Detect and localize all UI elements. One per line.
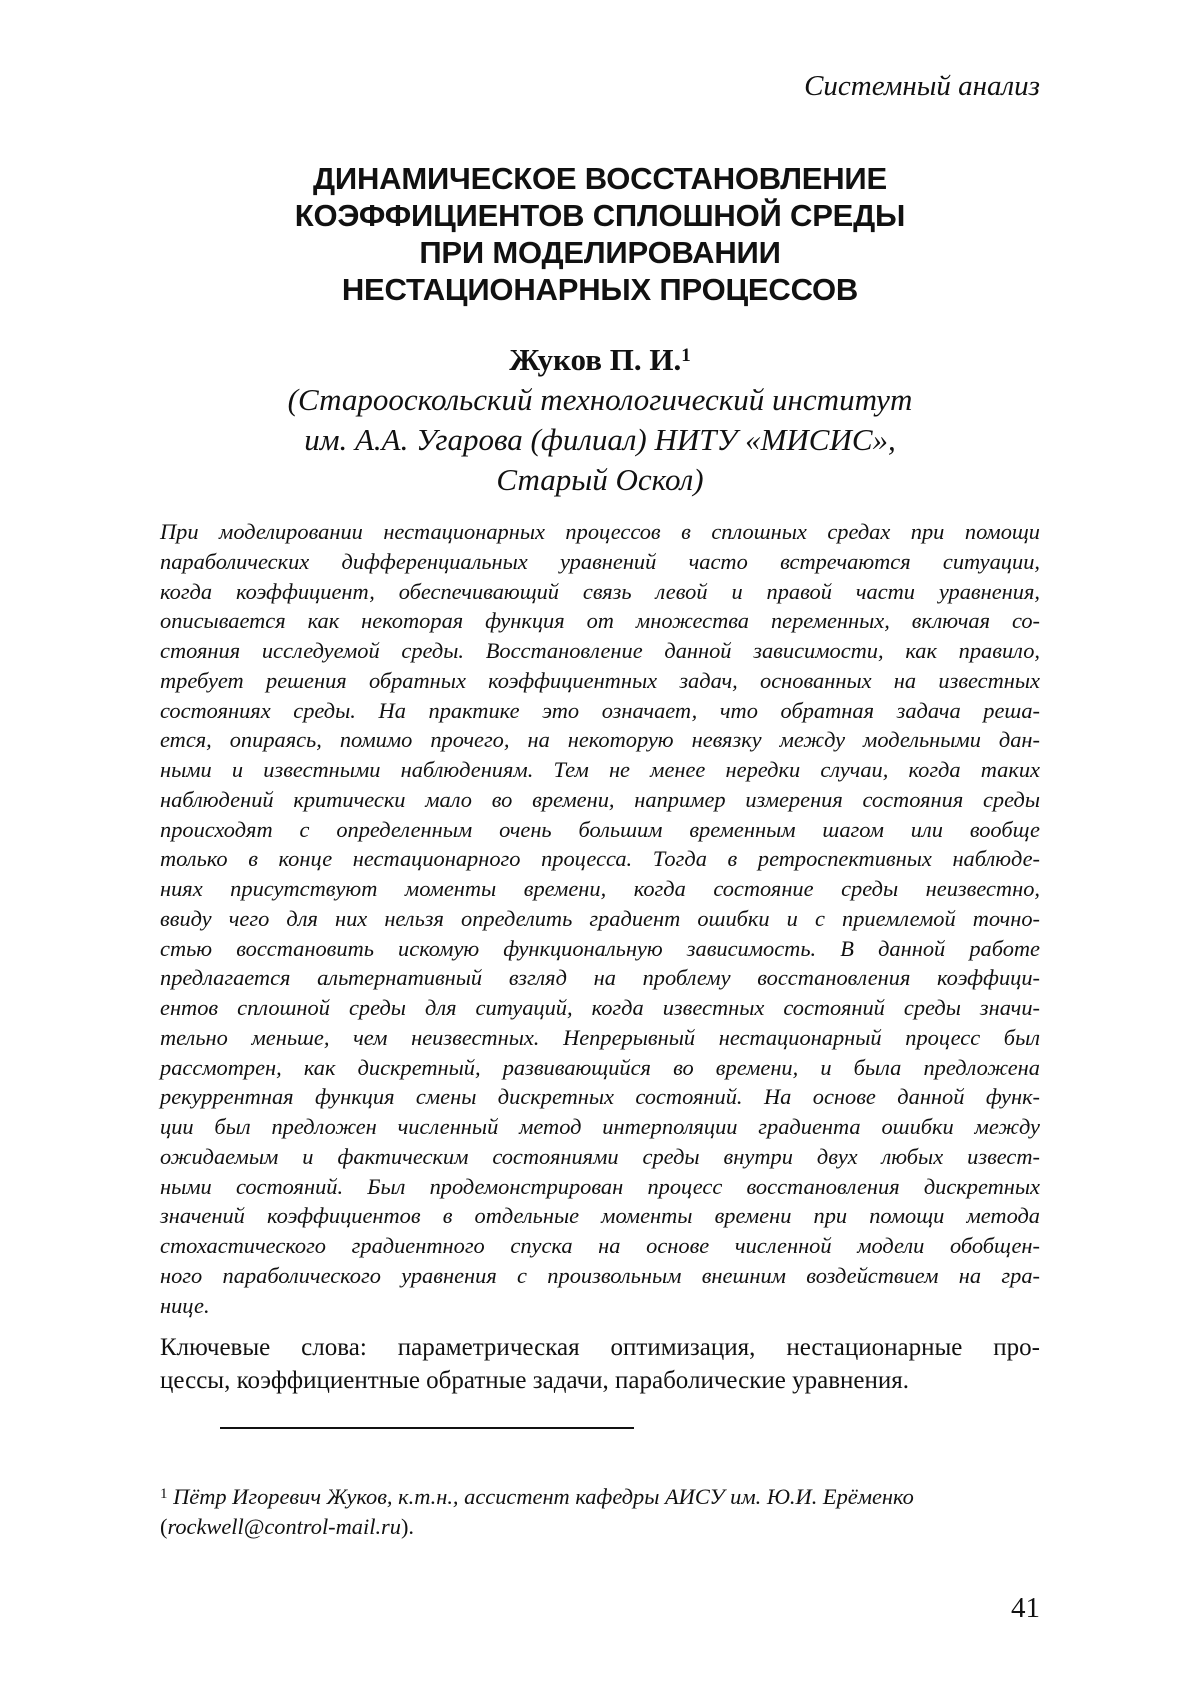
- abstract-line: тельно меньше, чем неизвестных. Непрерывный нестационарный процесс был: [160, 1024, 1040, 1050]
- abstract-line: рассмотрен, как дискретный, развивающийся во времени, и была предложена: [160, 1054, 1040, 1080]
- running-head: Системный анализ: [804, 70, 1040, 102]
- abstract-line: ниях присутствуют моменты времени, когда состояние среды неизвестно,: [160, 876, 1040, 901]
- article-title: [200, 160, 1000, 308]
- abstract-line: наблюдений критически мало во времени, например измерения состояния среды: [160, 786, 1040, 812]
- abstract-line: При моделировании нестационарных процессов в сплошных средах при помощи: [160, 519, 1040, 544]
- abstract-line: стохастического градиентного спуска на основе численной модели обобщен-: [160, 1233, 1040, 1258]
- affiliation: [200, 380, 1000, 500]
- title-line: ПРИ МОДЕЛИРОВАНИИ: [419, 235, 781, 270]
- footnote-author-info: Пётр Игоревич Жуков, к.т.н., ассистент кафедры АИСУ им. Ю.И. Ерёменко: [173, 1484, 914, 1509]
- affiliation-line: Старый Оскол): [496, 462, 704, 497]
- title-line: КОЭФФИЦИЕНТОВ СПЛОШНОЙ СРЕДЫ: [294, 198, 906, 233]
- abstract-line: нице.: [160, 1292, 210, 1318]
- footnote-mark: 1: [160, 1486, 168, 1502]
- abstract-line: ожидаемым и фактическим состояниями среды внутри двух любых извест-: [160, 1143, 1040, 1169]
- footnote-line: [160, 1482, 1040, 1512]
- author-footnote-mark[interactable]: 1: [681, 345, 691, 366]
- keywords-line: цессы, коэффициентные обратные задачи, параболические уравнения.: [160, 1367, 909, 1394]
- abstract-line: рекуррентная функция смены дискретных состояний. На основе данной функ-: [160, 1084, 1040, 1110]
- abstract: [160, 517, 1040, 1320]
- abstract-line: стояния исследуемой среды. Восстановление данной зависимости, как правило,: [160, 638, 1040, 663]
- abstract-line: только в конце нестационарного процесса. Тогда в ретроспективных наблюде-: [160, 846, 1040, 872]
- abstract-line: стью восстановить искомую функциональную зависимость. В данной работе: [160, 935, 1040, 961]
- author-line: [200, 342, 1000, 378]
- page-number: 41: [1011, 1592, 1040, 1624]
- abstract-line: значений коэффициентов в отдельные моменты времени при помощи метода: [160, 1203, 1040, 1229]
- abstract-line: требует решения обратных коэффициентных задач, основанных на известных: [160, 667, 1040, 693]
- footnote-email-link[interactable]: rockwell@control-mail.ru: [167, 1514, 401, 1539]
- abstract-line: ции был предложен численный метод интерполяции градиента ошибки между: [160, 1114, 1040, 1139]
- footnote: [160, 1482, 1040, 1542]
- abstract-line: ного параболического уравнения с произвольным внешним воздействием на гра-: [160, 1262, 1040, 1288]
- footnote-line: [160, 1512, 1040, 1542]
- abstract-line: ввиду чего для них нельзя определить градиент ошибки и с приемлемой точно-: [160, 905, 1040, 931]
- footnote-open-paren: (: [160, 1514, 168, 1539]
- title-line: НЕСТАЦИОНАРНЫХ ПРОЦЕССОВ: [341, 272, 859, 307]
- abstract-line: описывается как некоторая функция от множества переменных, включая со-: [160, 608, 1040, 634]
- keywords-line: Ключевые слова: параметрическая оптимизация, нестационарные про-: [160, 1334, 1040, 1361]
- title-line: ДИНАМИЧЕСКОЕ ВОССТАНОВЛЕНИЕ: [312, 161, 887, 196]
- abstract-line: ными и известными наблюдениям. Тем не менее нередки случаи, когда таких: [160, 757, 1040, 782]
- abstract-line: состояниях среды. На практике это означает, что обратная задача реша-: [160, 697, 1040, 723]
- abstract-line: происходят с определенным очень большим временным шагом или вообще: [160, 816, 1040, 842]
- abstract-line: ется, опираясь, помимо прочего, на некоторую невязку между модельными дан-: [160, 727, 1040, 753]
- abstract-line: ными состояний. Был продемонстрирован процесс восстановления дискретных: [160, 1173, 1040, 1199]
- author-name: Жуков П. И.: [509, 342, 682, 377]
- abstract-line: предлагается альтернативный взгляд на проблему восстановления коэффици-: [160, 965, 1040, 991]
- abstract-line: параболических дифференциальных уравнений часто встречаются ситуации,: [160, 548, 1040, 574]
- footnote-close-paren: ).: [400, 1514, 415, 1539]
- keywords: [160, 1331, 1040, 1397]
- affiliation-line: (Старооскольский технологический институт: [287, 382, 913, 417]
- footnote-divider: [220, 1427, 634, 1429]
- affiliation-line: им. А.А. Угарова (филиал) НИТУ «МИСИС»,: [304, 422, 896, 457]
- abstract-line: когда коэффициент, обеспечивающий связь левой и правой части уравнения,: [160, 578, 1040, 604]
- abstract-line: ентов сплошной среды для ситуаций, когда известных состояний среды значи-: [160, 995, 1040, 1020]
